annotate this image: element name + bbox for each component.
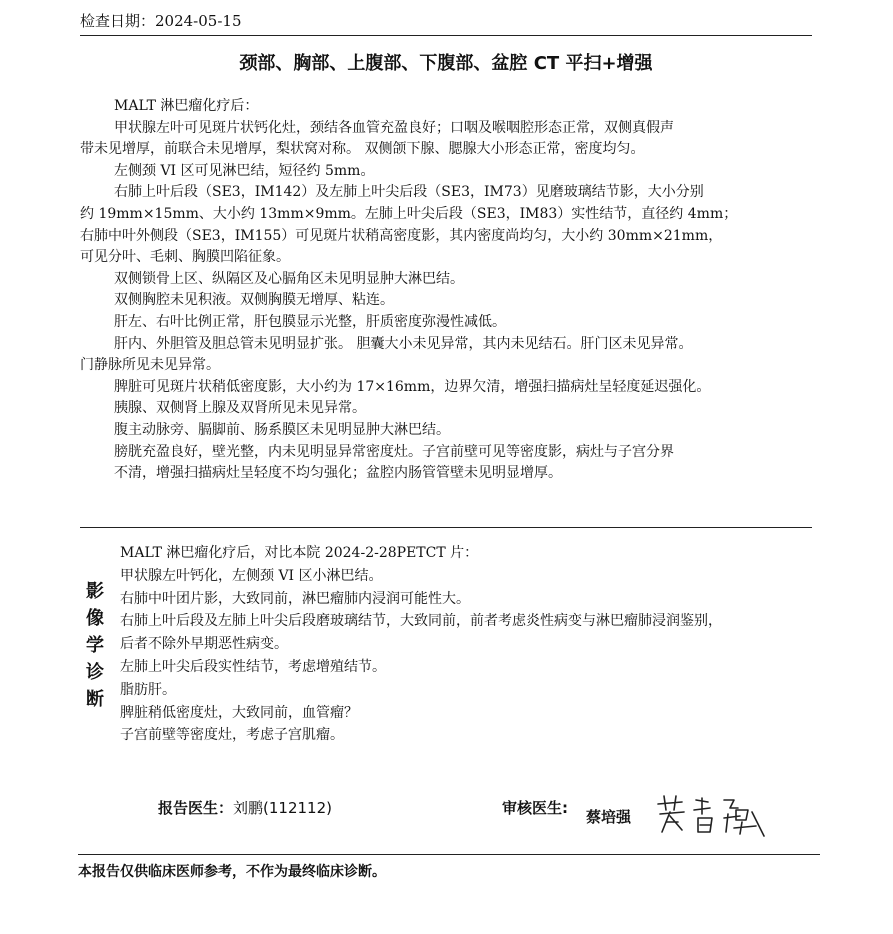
- findings-line: 右肺中叶外侧段（SE3，IM155）可见斑片状稍高密度影，其内密度尚均匀，大小约 30mm×21mm，: [80, 227, 723, 244]
- diagnosis-line: 脂肪肝。: [120, 681, 176, 698]
- reviewer-name: 蔡培强: [586, 808, 632, 826]
- diagnosis-line: 右肺上叶后段及左肺上叶尖后段磨玻璃结节，大致同前，前者考虑炎性病变与淋巴瘤肺浸润鉴别，: [120, 613, 722, 630]
- findings-line: 可见分叶、毛刺、胸膜凹陷征象。: [80, 249, 290, 266]
- diagnosis-label-char: 影: [86, 581, 104, 602]
- diagnosis-line: 左肺上叶尖后段实性结节，考虑增殖结节。: [120, 658, 386, 675]
- diagnosis-label-char: 诊: [86, 662, 104, 683]
- findings-line: 双侧锁骨上区、纵隔区及心膈角区未见明显肿大淋巴结。: [114, 270, 464, 287]
- diagnosis-label-char: 断: [86, 689, 104, 710]
- findings-line: 右肺上叶后段（SE3，IM142）及左肺上叶尖后段（SE3，IM73）见磨玻璃结节影，大小分别: [114, 184, 704, 201]
- handwritten-signature: [652, 792, 770, 840]
- findings-line: 门静脉所见未见异常。: [80, 357, 220, 374]
- diagnosis-label: [82, 578, 108, 713]
- reporter-signature: [158, 797, 332, 819]
- findings-line: MALT 淋巴瘤化疗后：: [114, 98, 259, 114]
- diagnosis-line: 甲状腺左叶钙化，左侧颈 VI 区小淋巴结。: [120, 567, 383, 584]
- diagnosis-label-char: 学: [86, 635, 104, 656]
- reviewer-signature: [502, 797, 568, 819]
- reporter-label: 报告医生：: [158, 799, 234, 817]
- findings-line: 胰腺、双侧肾上腺及双肾所见未见异常。: [114, 400, 366, 417]
- findings-line: 肝左、右叶比例正常，肝包膜显示光整，肝质密度弥漫性减低。: [114, 313, 506, 330]
- reviewer-label: 审核医生:: [502, 799, 568, 817]
- report-title: 颈部、胸部、上腹部、下腹部、盆腔 CT 平扫+增强: [239, 53, 653, 74]
- findings-line: 带未见增厚，前联合未见增厚，梨状窝对称。 双侧颌下腺、腮腺大小形态正常，密度均匀。: [80, 141, 645, 158]
- diagnosis-line: 脾脏稍低密度灶，大致同前，血管瘤？: [120, 704, 358, 721]
- findings-line: 腹主动脉旁、膈脚前、肠系膜区未见明显肿大淋巴结。: [114, 421, 450, 438]
- findings-section: [80, 96, 812, 485]
- footer-disclaimer: 本报告仅供临床医师参考，不作为最终临床诊断。: [78, 864, 386, 880]
- diagnosis-line: 后者不除外早期恶性病变。: [120, 636, 288, 653]
- footer-rule: [78, 854, 820, 855]
- diagnosis-line: MALT 淋巴瘤化疗后，对比本院 2024-2-28PETCT 片：: [120, 545, 479, 561]
- findings-line: 膀胱充盈良好，壁光整，内未见明显异常密度灶。子宫前壁可见等密度影，病灶与子宫分界: [114, 443, 674, 460]
- findings-line: 约 19mm×15mm、大小约 13mm×9mm。左肺上叶尖后段（SE3，IM83）实性结节，直径约 4mm；: [80, 205, 738, 222]
- findings-line: 脾脏可见斑片状稍低密度影，大小约为 17×16mm，边界欠清，增强扫描病灶呈轻度延迟强化。: [114, 378, 711, 395]
- diagnosis-section: [120, 542, 820, 747]
- diagnosis-label-char: 像: [86, 608, 104, 629]
- section-divider: [80, 527, 812, 528]
- findings-line: 不清，增强扫描病灶呈轻度不均匀强化；盆腔内肠管管壁未见明显增厚。: [114, 465, 562, 482]
- diagnosis-line: 右肺中叶团片影，大致同前，淋巴瘤肺内浸润可能性大。: [120, 590, 470, 607]
- diagnosis-line: 子宫前壁等密度灶，考虑子宫肌瘤。: [120, 727, 344, 744]
- reporter-name: 刘鹏(112112): [233, 799, 332, 817]
- findings-line: 甲状腺左叶可见斑片状钙化灶，颈结各血管充盈良好；口咽及喉咽腔形态正常，双侧真假声: [114, 119, 674, 136]
- exam-date: 检查日期：2024-05-15: [80, 12, 242, 30]
- findings-line: 左侧颈 VI 区可见淋巴结，短径约 5mm。: [114, 162, 375, 179]
- header-rule: [80, 35, 812, 36]
- findings-line: 双侧胸腔未见积液。双侧胸膜无增厚、粘连。: [114, 292, 394, 309]
- findings-line: 肝内、外胆管及胆总管未见明显扩张。 胆囊大小未见异常，其内未见结石。肝门区未见异常。: [114, 335, 693, 352]
